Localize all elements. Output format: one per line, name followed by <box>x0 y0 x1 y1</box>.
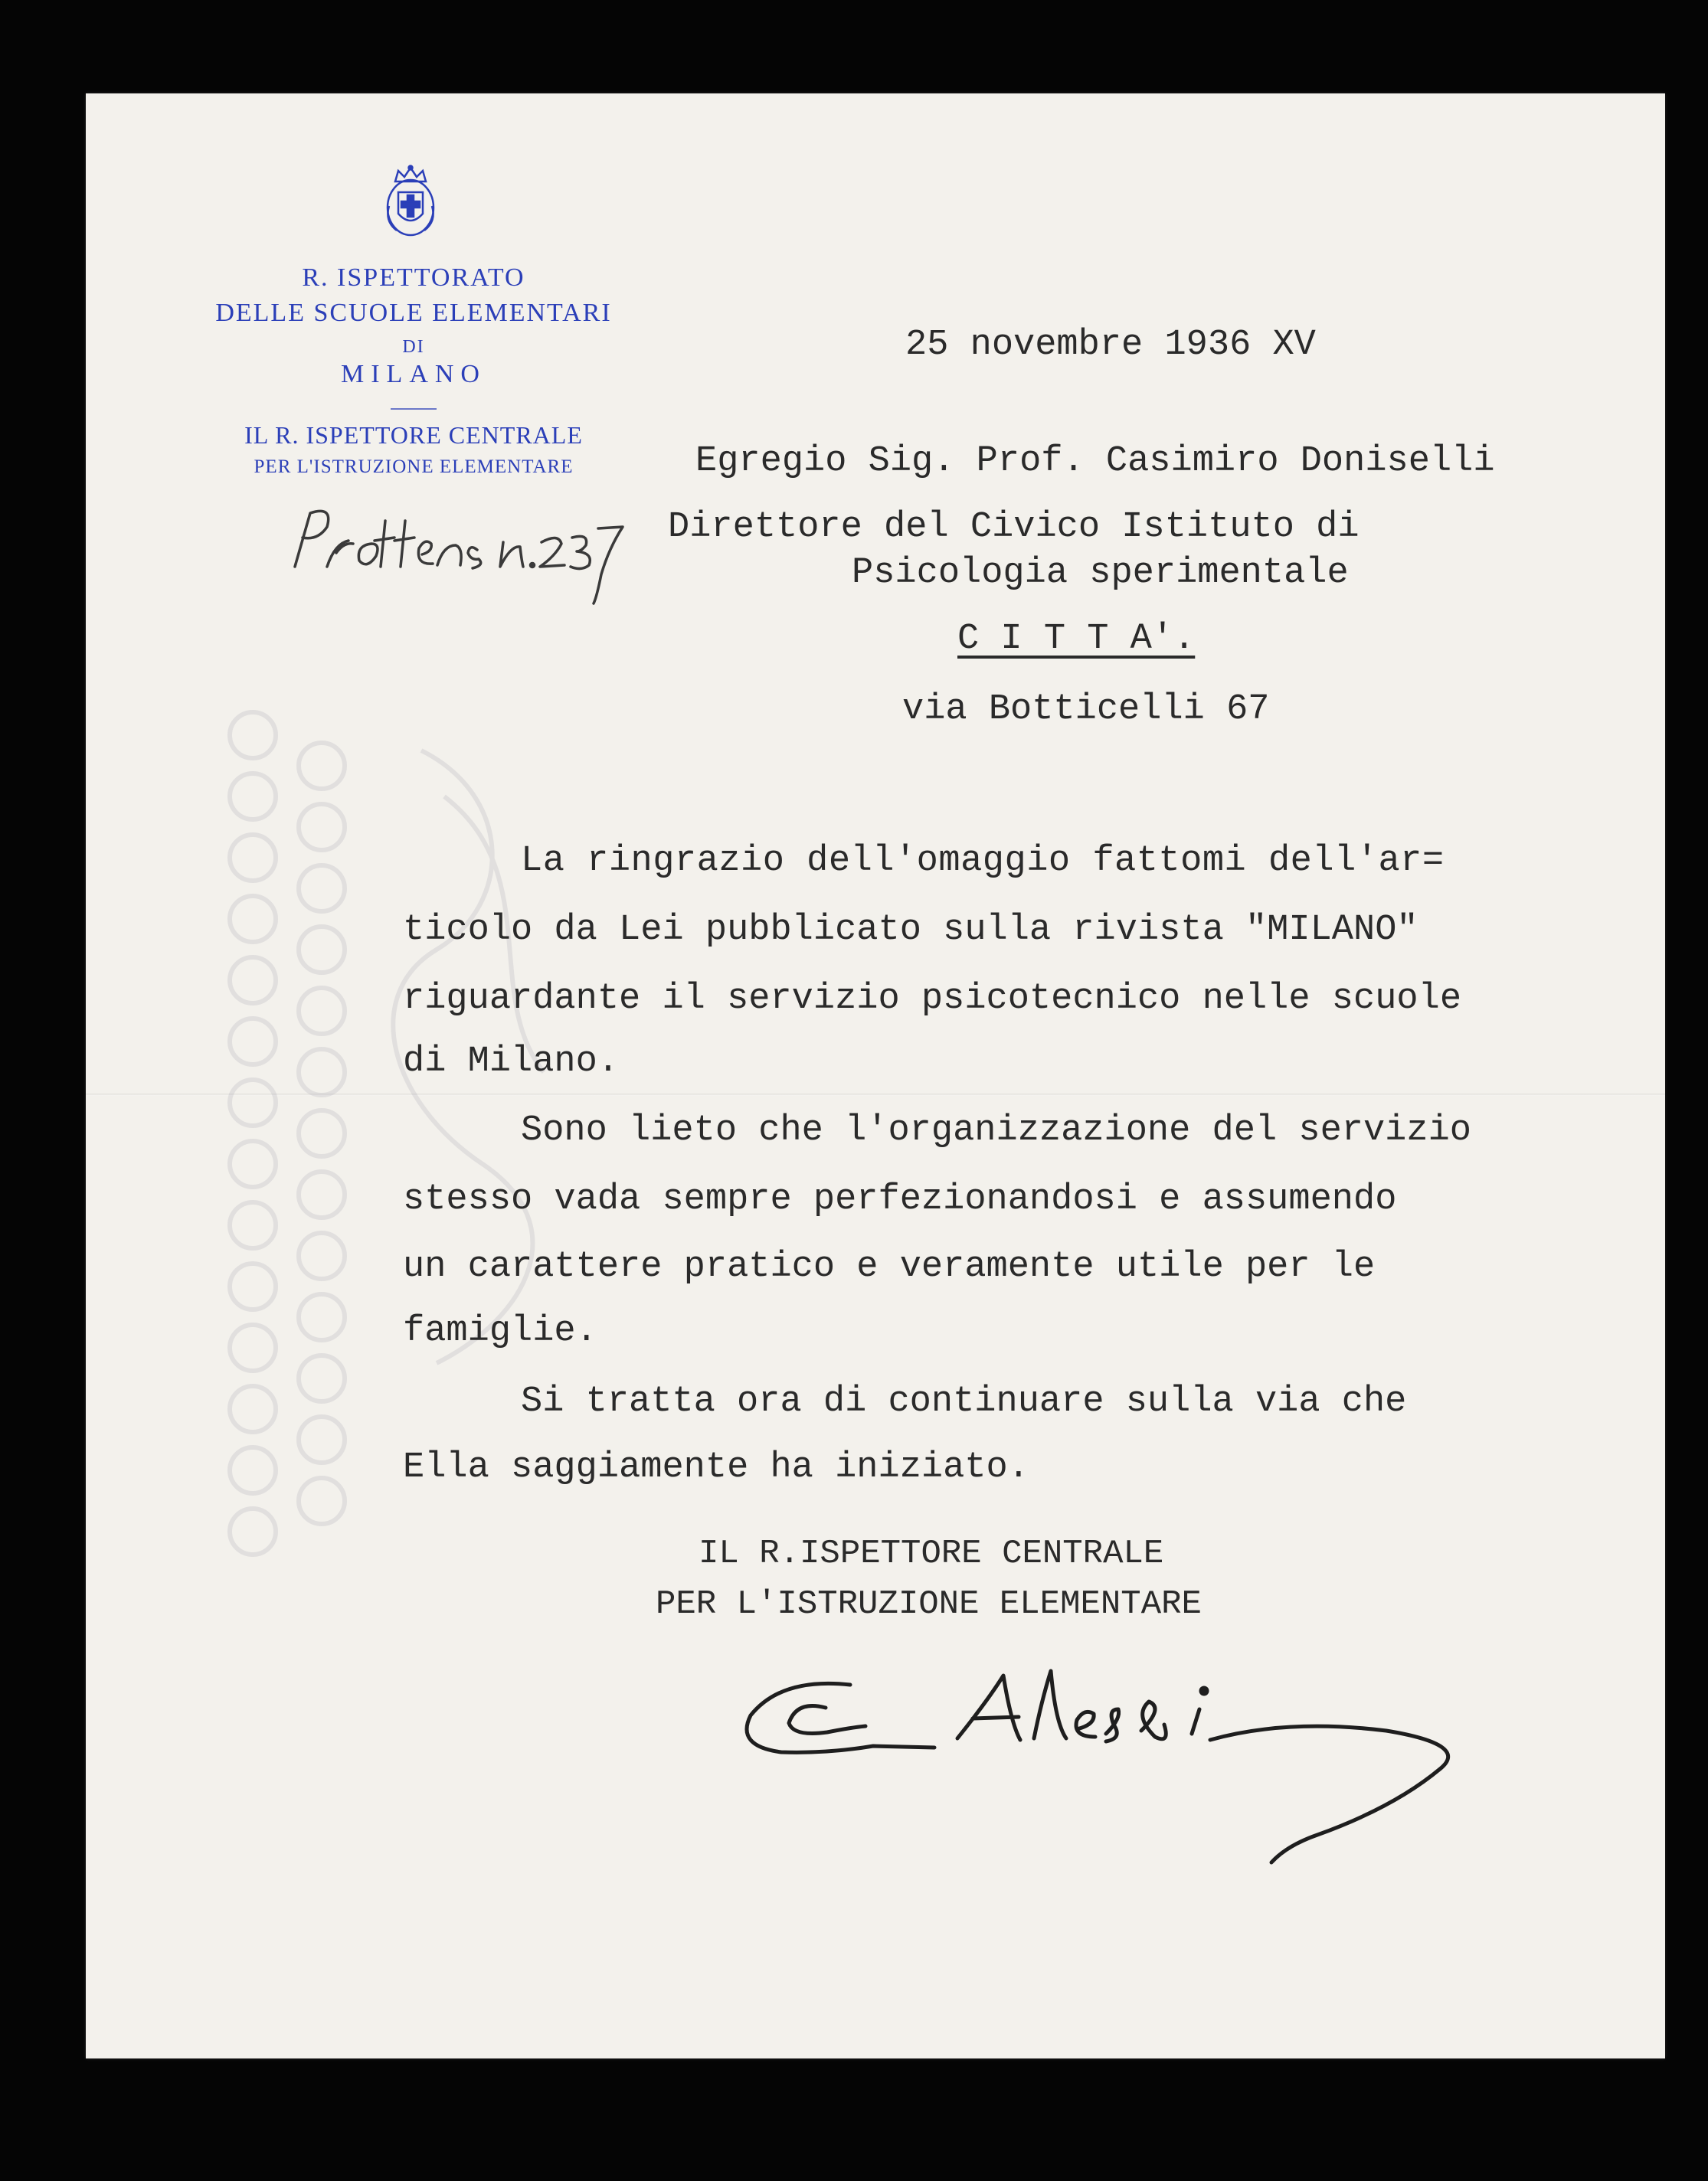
handwritten-signature <box>735 1654 1509 1876</box>
letterhead-line-1: R. ISPETTORATO <box>302 263 525 292</box>
closing-line-2: PER L'ISTRUZIONE ELEMENTARE <box>656 1585 1202 1623</box>
recipient-salutation: Egregio Sig. Prof. Casimiro Doniselli <box>695 441 1495 482</box>
recipient-title-line: Direttore del Civico Istituto di <box>668 507 1360 548</box>
body-line: riguardante il servizio psicotecnico nelle scuole <box>403 979 1462 1019</box>
letterhead-line-5: IL R. ISPETTORE CENTRALE <box>244 421 583 449</box>
body-line: La ringrazio dell'omaggio fattomi dell'ar= <box>521 841 1445 881</box>
body-line: un carattere pratico e veramente utile per le <box>403 1247 1376 1287</box>
letterhead-line-4: MILANO <box>341 360 486 388</box>
letterhead-line-2: DELLE SCUOLE ELEMENTARI <box>215 299 612 327</box>
recipient-institute-line: Psicologia sperimentale <box>852 553 1349 593</box>
body-line: Si tratta ora di continuare sulla via che <box>521 1382 1407 1422</box>
letterhead-divider <box>391 408 437 410</box>
recipient-city: C I T T A'. <box>957 619 1196 659</box>
crowned-shield-emblem-icon <box>381 163 440 240</box>
body-line: Sono lieto che l'organizzazione del servizio <box>521 1110 1472 1151</box>
body-line: Ella saggiamente ha iniziato. <box>403 1447 1029 1488</box>
body-line: famiglie. <box>403 1311 597 1352</box>
handwritten-protocol-annotation <box>280 490 632 605</box>
letterhead-line-3: DI <box>402 337 425 357</box>
closing-line-1: IL R.ISPETTORE CENTRALE <box>699 1535 1164 1573</box>
letter-date: 25 novembre 1936 XV <box>905 325 1316 365</box>
recipient-address: via Botticelli 67 <box>902 689 1270 730</box>
body-line: di Milano. <box>403 1041 620 1082</box>
body-line: stesso vada sempre perfezionandosi e assumendo <box>403 1179 1397 1220</box>
body-line: ticolo da Lei pubblicato sulla rivista "MILANO" <box>403 910 1418 950</box>
letterhead-line-6: PER L'ISTRUZIONE ELEMENTARE <box>254 456 574 477</box>
